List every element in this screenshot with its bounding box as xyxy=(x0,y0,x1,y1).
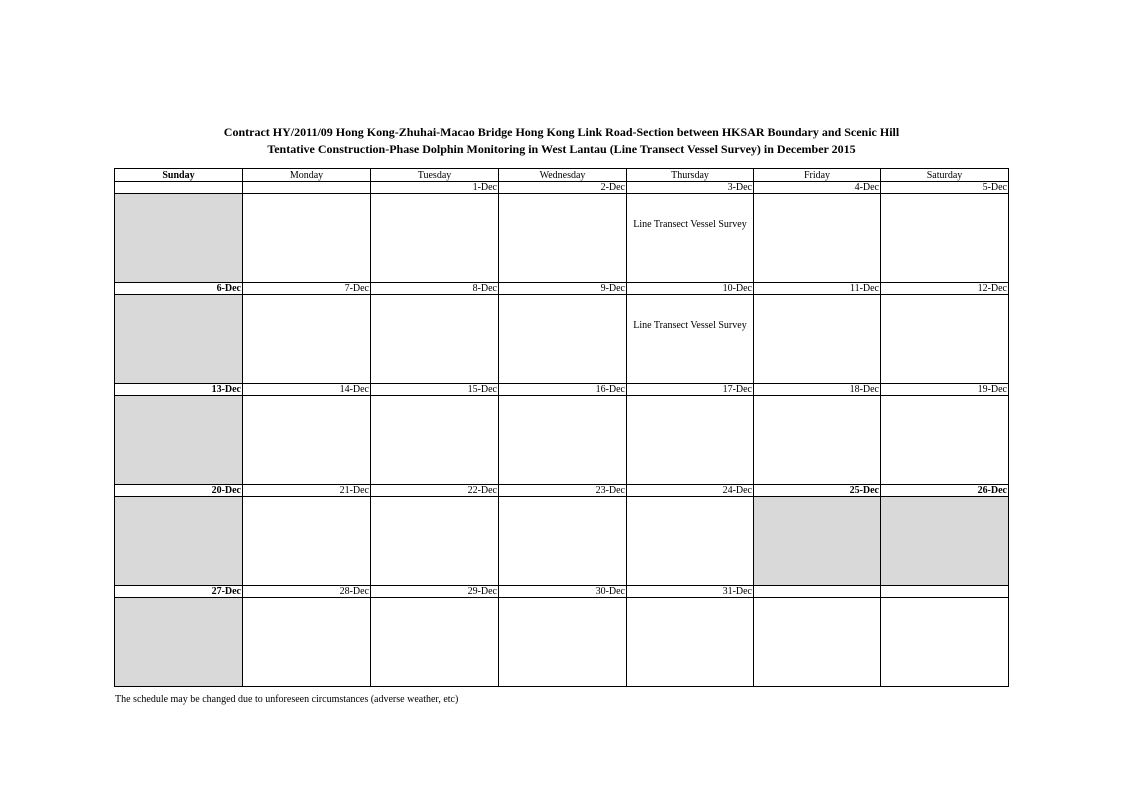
day-date-label: 28-Dec xyxy=(243,586,371,598)
week-body-row xyxy=(115,497,1009,586)
week-date-row xyxy=(115,384,1009,396)
day-date-label: 8-Dec xyxy=(371,283,499,295)
day-date-label: 21-Dec xyxy=(243,485,371,497)
day-cell xyxy=(371,497,499,586)
day-date-label: 24-Dec xyxy=(627,485,754,497)
day-cell xyxy=(371,194,499,283)
week-date-row xyxy=(115,485,1009,497)
day-date-label: 22-Dec xyxy=(371,485,499,497)
day-date-label: 31-Dec xyxy=(627,586,754,598)
weekday-header-saturday: Saturday xyxy=(881,169,1009,182)
day-date-label: 29-Dec xyxy=(371,586,499,598)
day-cell xyxy=(754,295,881,384)
day-date-label: 13-Dec xyxy=(115,384,243,396)
day-cell xyxy=(881,598,1009,687)
survey-note: Line Transect Vessel Survey xyxy=(633,320,747,331)
day-cell xyxy=(243,396,371,485)
day-date-label xyxy=(115,182,243,194)
day-cell xyxy=(499,194,627,283)
weekday-header-monday: Monday xyxy=(243,169,371,182)
day-cell xyxy=(371,598,499,687)
day-cell xyxy=(881,396,1009,485)
day-date-label: 2-Dec xyxy=(499,182,627,194)
day-cell xyxy=(627,396,754,485)
week-body-row xyxy=(115,396,1009,485)
day-date-label: 19-Dec xyxy=(881,384,1009,396)
survey-note: Line Transect Vessel Survey xyxy=(633,219,747,230)
day-date-label: 27-Dec xyxy=(115,586,243,598)
week-date-row xyxy=(115,182,1009,194)
day-cell xyxy=(881,295,1009,384)
day-cell xyxy=(881,497,1009,586)
day-cell xyxy=(754,497,881,586)
day-date-label: 20-Dec xyxy=(115,485,243,497)
day-cell xyxy=(499,497,627,586)
weekday-header-friday: Friday xyxy=(754,169,881,182)
day-date-label: 18-Dec xyxy=(754,384,881,396)
week-body-row xyxy=(115,598,1009,687)
day-cell xyxy=(754,598,881,687)
week-date-row xyxy=(115,283,1009,295)
day-date-label: 23-Dec xyxy=(499,485,627,497)
day-date-label: 4-Dec xyxy=(754,182,881,194)
day-cell xyxy=(243,295,371,384)
day-cell xyxy=(627,598,754,687)
day-date-label: 1-Dec xyxy=(371,182,499,194)
day-cell xyxy=(243,598,371,687)
day-cell xyxy=(627,194,754,283)
day-cell xyxy=(499,295,627,384)
title-line-2: Tentative Construction-Phase Dolphin Monitoring in West Lantau (Line Transect Vessel Survey) in December 2015 xyxy=(267,142,856,156)
weekday-header-wednesday: Wednesday xyxy=(499,169,627,182)
day-date-label: 16-Dec xyxy=(499,384,627,396)
weekday-header-thursday: Thursday xyxy=(627,169,754,182)
day-cell xyxy=(115,396,243,485)
title-line-1: Contract HY/2011/09 Hong Kong-Zhuhai-Macao Bridge Hong Kong Link Road-Section between HKSAR Boundary and Scenic Hill xyxy=(223,125,900,139)
day-date-label: 11-Dec xyxy=(754,283,881,295)
day-cell xyxy=(115,598,243,687)
day-cell xyxy=(243,497,371,586)
day-cell xyxy=(881,194,1009,283)
day-date-label: 17-Dec xyxy=(627,384,754,396)
day-cell xyxy=(115,497,243,586)
weekday-header-row xyxy=(115,169,1009,182)
day-date-label xyxy=(243,182,371,194)
day-cell xyxy=(115,295,243,384)
day-date-label: 26-Dec xyxy=(881,485,1009,497)
week-body-row xyxy=(115,194,1009,283)
day-date-label xyxy=(881,586,1009,598)
day-cell xyxy=(115,194,243,283)
day-date-label: 15-Dec xyxy=(371,384,499,396)
day-date-label: 14-Dec xyxy=(243,384,371,396)
day-cell xyxy=(371,396,499,485)
day-cell xyxy=(627,497,754,586)
day-cell xyxy=(499,598,627,687)
week-date-row xyxy=(115,586,1009,598)
day-date-label: 5-Dec xyxy=(881,182,1009,194)
day-date-label: 6-Dec xyxy=(115,283,243,295)
week-body-row xyxy=(115,295,1009,384)
weekday-header-sunday: Sunday xyxy=(115,169,243,182)
day-cell xyxy=(627,295,754,384)
day-date-label: 3-Dec xyxy=(627,182,754,194)
day-date-label: 10-Dec xyxy=(627,283,754,295)
day-date-label: 7-Dec xyxy=(243,283,371,295)
day-cell xyxy=(754,194,881,283)
calendar-table xyxy=(114,168,1009,687)
day-cell xyxy=(243,194,371,283)
day-date-label xyxy=(754,586,881,598)
day-date-label: 25-Dec xyxy=(754,485,881,497)
schedule-footnote: The schedule may be changed due to unforeseen circumstances (adverse weather, etc) xyxy=(115,694,459,705)
day-date-label: 12-Dec xyxy=(881,283,1009,295)
day-date-label: 30-Dec xyxy=(499,586,627,598)
weekday-header-tuesday: Tuesday xyxy=(371,169,499,182)
day-date-label: 9-Dec xyxy=(499,283,627,295)
day-cell xyxy=(754,396,881,485)
day-cell xyxy=(499,396,627,485)
day-cell xyxy=(371,295,499,384)
